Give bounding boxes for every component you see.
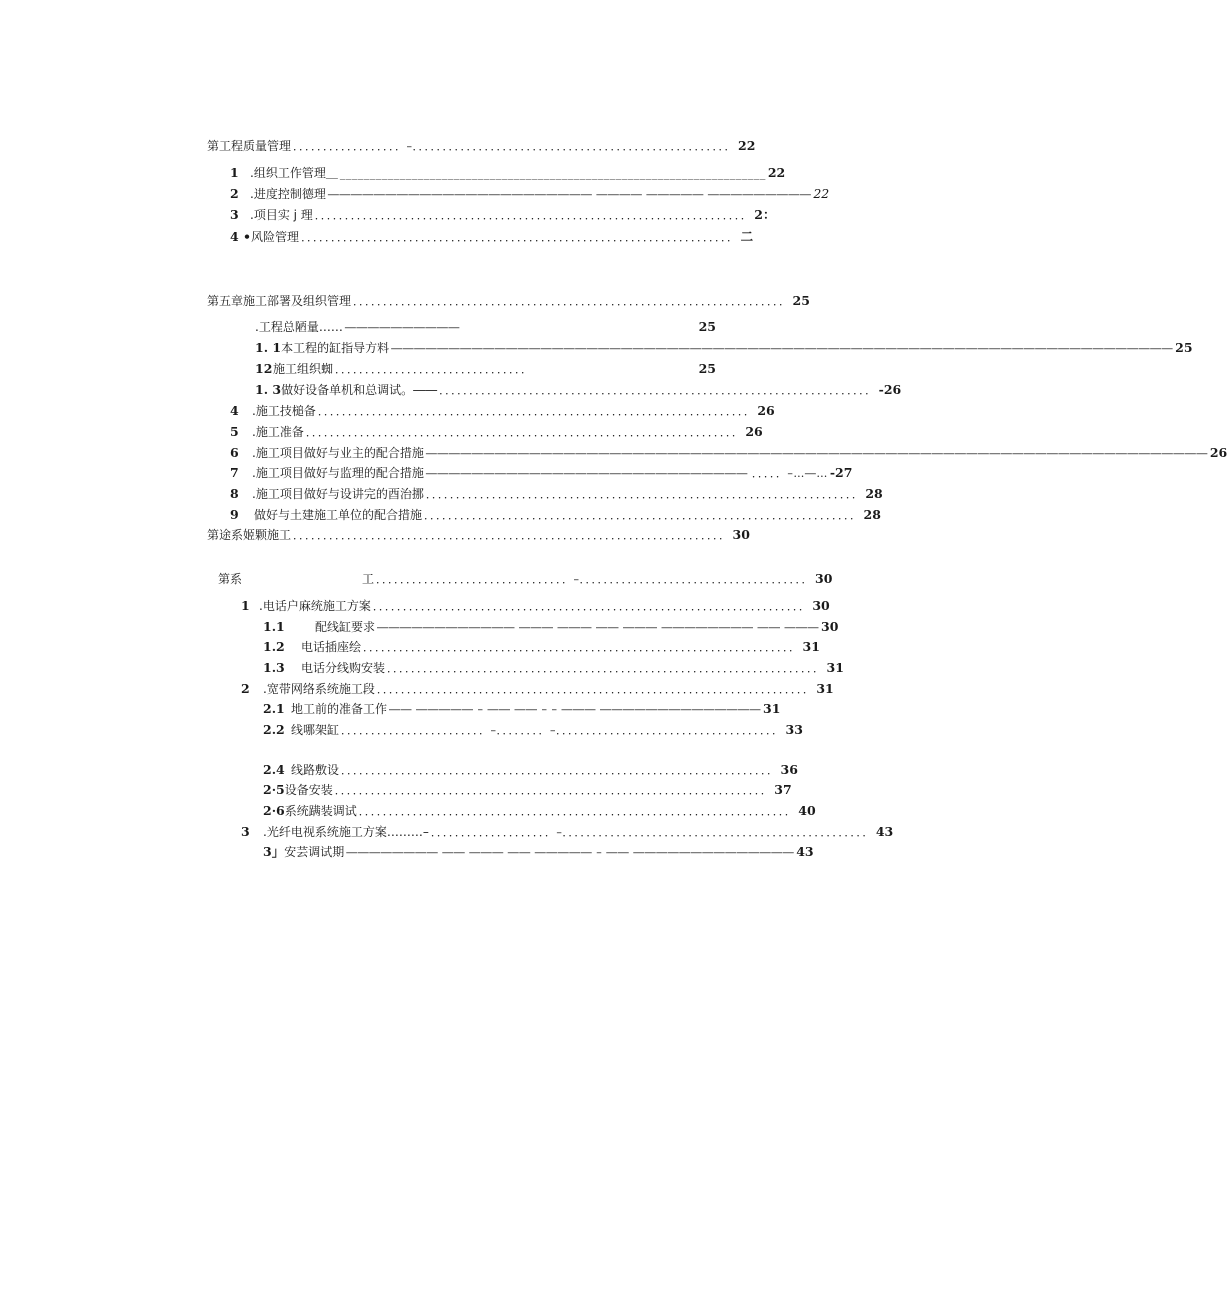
toc-entry-title: 第五章施工部署及组织管理 <box>207 294 352 308</box>
toc-entry-title: 配线缸要求 <box>315 620 376 634</box>
toc-entry-leader: ――――――――――――――――――――――― ―――― ――――― ――――――――― <box>327 188 812 201</box>
toc-entry-leader: ．．．．．．．．．．．．．．．．．．．．．．．．．．．．．．．．．．．．．．．．．．．．．．．．．．．．．．．．．．．．．．．．．．．．．．．． <box>314 209 753 222</box>
toc-entry-page: 30 <box>812 598 830 613</box>
toc-entry-title: 电话插座绘 <box>301 640 362 654</box>
toc-entry-page: 37 <box>774 782 792 797</box>
toc-entry[interactable] <box>263 781 792 799</box>
toc-entry-page: 31 <box>763 701 781 716</box>
toc-entry-number: 7 <box>230 465 239 480</box>
toc-entry-number: 2.4 <box>263 762 285 777</box>
toc-entry-leader: ．．．．．．．．．．．．．．．．．．．．．．．．．．．．．．．．–．．．．．．．．．．．．．．．．．．．．．．．．．．．．．．．．．．．．．． <box>376 573 814 586</box>
toc-entry-title: 本工程的缸指导方料 <box>281 341 390 355</box>
toc-entry-page: 26 <box>757 403 775 418</box>
toc-entry-page: 36 <box>780 762 798 777</box>
toc-entry-leader: ―――――――――――――――――――――――――――― ．．．．．–…―… <box>425 467 828 480</box>
toc-entry-page: 33 <box>785 722 803 737</box>
toc-entry-title: .光纤电视系统施工方案………– <box>263 825 429 839</box>
toc-entry-leader: ．．．．．．．．．．．．．．．．．．．．．．．．．．．．．．．．．．．．．．．．．．．．．．．．．．．．．．．．．．．．．．．．．．．．．．．． <box>363 641 801 654</box>
toc-entry-number: 4 <box>230 403 239 418</box>
toc-entry-page: 30 <box>815 571 833 586</box>
toc-entry-page: 25 <box>698 319 716 334</box>
toc-entry-page: 28 <box>863 507 881 522</box>
toc-entry-leader: ．．．．．．．．．．．．．．．．．．．．．．．．．．．．．．．．．．．．．．．．．．．．．．．．．．．．．．．．．．．．．．．．．．．．．．．． <box>424 509 862 522</box>
toc-entry-page: 30 <box>821 619 839 634</box>
toc-entry-title: .施工准备 <box>252 425 304 439</box>
toc-entry-leader: ．．．．．．．．．．．．．．．．．．．．．．．．．．．．．．．．．．．．．．．．．．．．．．．．．．．．．．．．．．．．．．．．．．．．．．．． <box>376 683 815 696</box>
toc-entry[interactable] <box>230 423 763 441</box>
toc-entry-title: .组织工作管理＿ <box>250 166 338 180</box>
toc-entry-number: 9 <box>230 507 239 522</box>
toc-entry-page: 30 <box>732 527 750 542</box>
toc-entry[interactable] <box>230 506 881 524</box>
toc-entry[interactable] <box>263 638 820 656</box>
toc-entry[interactable] <box>241 823 894 841</box>
toc-entry[interactable] <box>230 485 883 503</box>
toc-entry-leader: ．．．．．．．．．．．．．．．．．．．．．．．．．．．．．．．．．．．．．．．．．．．．．．．．．．．．．．．．．．．．．．．．．．．．．．．． <box>353 295 791 308</box>
toc-entry-number: 1.2 <box>263 639 285 654</box>
toc-entry-title: .项目实 j 理 <box>250 208 313 222</box>
toc-entry-number: 1.1 <box>263 619 285 634</box>
toc-entry-title: 施工组织蜘 <box>273 362 334 376</box>
toc-entry[interactable] <box>230 228 754 246</box>
toc-entry[interactable] <box>207 526 750 544</box>
toc-entry-title: 安芸调试期 <box>284 845 345 859</box>
toc-entry-leader: ．．．．．．．．．．．．．．．．．．–．．．．．．．．．．．．．．．．．．．．．．．．．．．．．．．．．．．．．．．．．．．．．．．．．．．．． <box>293 140 737 153</box>
toc-entry-page: 22 <box>767 165 786 180</box>
toc-entry-page: 25 <box>1175 340 1193 355</box>
toc-entry-page: 43 <box>796 844 814 859</box>
toc-entry[interactable] <box>230 185 830 203</box>
toc-entry-leader: ．．．．．．．．．．．．．．．．．．．．．．．．．．．．．．．．．．．．．．．．．．．．．．．．．．．．．．．．．．．．．．．．．．．．．．．． <box>293 529 731 542</box>
toc-entry-number: 5 <box>230 424 239 439</box>
toc-entry-leader: ．．．．．．．．．．．．．．．．．．．．．．．．．．．．．．．．．．．．．．．．．．．．．．．．．．．．．．．．．．．．．．．．．．．．．．．． <box>317 405 756 418</box>
toc-entry-number: 12 <box>255 361 273 376</box>
toc-entry-number: 2.2 <box>263 722 285 737</box>
toc-entry-number: 1 <box>230 165 239 180</box>
toc-entry-number: 1 <box>241 598 250 613</box>
toc-entry-leader: ．．．．．．．．．．．．．．．．．．．．–．．．．．．．．．．．．．．．．．．．．．．．．．．．．．．．．．．．．．．．．．．．．．．．．．．． <box>430 826 874 839</box>
toc-entry-page: 26 <box>1209 445 1227 460</box>
toc-entry-leader: ―――――――――――― ――― ――― ―― ――― ―――――――― ―― ――― <box>377 621 819 634</box>
toc-entry-leader: ．．．．．．．．．．．．．．．．．．．．．．．．．．．．．．．．．．．．．．．．．．．．．．．．．．．．．．．．．．．．．．．．．．．．．．．． <box>334 784 773 797</box>
toc-entry-leader: ．．．．．．．．．．．．．．．．．．．．．．．．．．．．．．．．．．．．．．．．．．．．．．．．．．．．．．．．．．．．．．．．．．．．．．．． <box>305 426 744 439</box>
toc-entry[interactable] <box>263 761 798 779</box>
toc-entry-page: -27 <box>829 465 853 480</box>
toc-entry-leader: ．．．．．．．．．．．．．．．．．．．．．．．．．．．．．．．．．．．．．．．．．．．．．．．．．．．．．．．．．．．．．．．．．．．．．．．． <box>387 662 825 675</box>
toc-entry-title: .施工技槌备 <box>252 404 316 418</box>
toc-entry-leader: ―――――――――――――――――――――――――――――――――――――――――――――――――――――――――――――――――――― <box>391 342 1174 355</box>
toc-entry-page: 31 <box>826 660 844 675</box>
toc-entry[interactable] <box>230 402 775 420</box>
toc-entry-leader: ．．．．．．．．．．．．．．．．．．．．．．．．．．．．．．．． <box>335 363 533 376</box>
toc-entry-page: 26 <box>745 424 763 439</box>
toc-entry-leader: ―――――――― ―― ――― ―― ――――― – ―― ―――――――――――――― <box>346 846 795 859</box>
toc-entry-page: 28 <box>865 486 883 501</box>
toc-entry[interactable] <box>230 464 853 482</box>
toc-entry-title: 线哪架缸 <box>291 723 340 737</box>
toc-entry[interactable] <box>207 137 756 155</box>
toc-entry-leader: _______________________________________________________________________ <box>339 167 766 180</box>
toc-entry-title: .施工项目做好与设讲完的酉治挪 <box>252 487 424 501</box>
toc-entry-title: .施工项目做好与监理的配合措施 <box>252 466 424 480</box>
toc-entry-title: .宽带网络系统施工段 <box>263 682 375 696</box>
toc-entry-title: 系统蹒装调试 <box>284 804 357 818</box>
toc-entry[interactable] <box>255 381 902 399</box>
toc-entry-title: 线路敷设 <box>291 763 340 777</box>
toc-entry-leader: ．．．．．．．．．．．．．．．．．．．．．．．．．．．．．．．．．．．．．．．．．．．．．．．．．．．．．．．．．．．．．．．．．．．．．．．． <box>372 600 811 613</box>
toc-entry-title: .施工项目做好与业主的配合措施 <box>252 446 424 460</box>
toc-entry-page: 25 <box>698 361 716 376</box>
toc-entry-number: 3 <box>241 824 250 839</box>
toc-entry-page: 43 <box>875 824 894 839</box>
toc-entry[interactable] <box>241 680 834 698</box>
toc-entry-title: 地工前的准备工作 <box>291 702 388 716</box>
toc-entry[interactable] <box>263 618 839 636</box>
toc-entry-number: 3 <box>230 207 239 222</box>
toc-entry-leader: ．．．．．．．．．．．．．．．．．．．．．．．．–．．．．．．．．–．．．．．．．．．．．．．．．．．．．．．．．．．．．．．．．．．．．．． <box>341 724 784 737</box>
toc-entry[interactable] <box>255 318 716 336</box>
toc-entry-number: 1. 1 <box>255 340 282 355</box>
toc-entry-number: 2·5 <box>263 782 285 797</box>
toc-entry-page: 31 <box>802 639 820 654</box>
toc-entry-page: 22 <box>813 186 830 201</box>
toc-entry-title: 做好与土建施工单位的配合措施 <box>254 508 423 522</box>
toc-entry-title: 第系 工 <box>218 572 375 586</box>
toc-entry-title: 电话分线购安装 <box>301 661 386 675</box>
toc-entry-number: 1. 3 <box>255 382 282 397</box>
toc-entry-title: 风险管理 <box>251 230 300 244</box>
toc-entry-leader: ．．．．．．．．．．．．．．．．．．．．．．．．．．．．．．．．．．．．．．．．．．．．．．．．．．．．．．．．．．．．．．．．．．．．．．．． <box>439 384 877 397</box>
toc-entry-leader: ．．．．．．．．．．．．．．．．．．．．．．．．．．．．．．．．．．．．．．．．．．．．．．．．．．．．．．．．．．．．．．．．．．．．．．．． <box>358 805 797 818</box>
toc-entry-title: .电话户麻统施工方案 <box>259 599 371 613</box>
toc-entry-page: 2： <box>754 207 776 222</box>
toc-entry-page: 31 <box>816 681 834 696</box>
toc-entry-title: 第途系姬颗施工 <box>207 528 292 542</box>
toc-entry[interactable] <box>263 721 803 739</box>
toc-entry-leader: ．．．．．．．．．．．．．．．．．．．．．．．．．．．．．．．．．．．．．．．．．．．．．．．．．．．．．．．．．．．．．．．．．．．．．．．． <box>301 231 739 244</box>
toc-entry-number: 2 <box>230 186 239 201</box>
toc-entry-title: 做好设备单机和总调试。―― <box>281 383 438 397</box>
toc-entry-number: 1.3 <box>263 660 285 675</box>
toc-entry-number: 2 <box>241 681 250 696</box>
toc-entry-number: 3」 <box>263 844 285 859</box>
toc-entry[interactable] <box>255 360 716 378</box>
toc-entry-number: 4 • <box>230 229 252 244</box>
toc-entry-leader: ―― ――――― – ―― ―― – – ――― ―――――――――――――― <box>389 703 761 716</box>
toc-entry-leader: ―――――――――― <box>344 321 460 334</box>
toc-entry-number: 2·6 <box>263 803 285 818</box>
toc-entry[interactable] <box>230 206 776 224</box>
toc-entry[interactable] <box>255 339 1193 357</box>
toc-entry-title: .工程总陋量…… <box>255 320 343 334</box>
toc-entry[interactable] <box>263 802 816 820</box>
toc-entry-page: 22 <box>738 138 756 153</box>
toc-entry[interactable] <box>230 444 1227 462</box>
toc-entry[interactable] <box>263 843 814 861</box>
toc-entry[interactable] <box>218 570 833 588</box>
toc-entry-title: 第工程质量管理 <box>207 139 292 153</box>
toc-entry-number: 8 <box>230 486 239 501</box>
toc-entry[interactable] <box>207 292 810 310</box>
toc-entry-title: 设备安装 <box>284 783 333 797</box>
toc-entry-page: 40 <box>798 803 816 818</box>
toc-entry-number: 2.1 <box>263 701 285 716</box>
toc-entry[interactable] <box>263 700 781 718</box>
toc-entry[interactable] <box>263 659 844 677</box>
toc-entry[interactable] <box>241 597 830 615</box>
toc-entry-page: 二 <box>740 229 754 244</box>
toc-entry-leader: ．．．．．．．．．．．．．．．．．．．．．．．．．．．．．．．．．．．．．．．．．．．．．．．．．．．．．．．．．．．．．．．．．．．．．．．． <box>341 764 779 777</box>
toc-entry-page: 25 <box>792 293 810 308</box>
toc-entry-leader: ―――――――――――――――――――――――――――――――――――――――――――――――――――――――――――――――――――― <box>425 447 1208 460</box>
toc-entry-number: 6 <box>230 445 239 460</box>
toc-entry-title: .进度控制德理 <box>250 187 326 201</box>
toc-entry-page: -26 <box>878 382 902 397</box>
toc-entry[interactable] <box>230 164 786 182</box>
toc-entry-leader: ．．．．．．．．．．．．．．．．．．．．．．．．．．．．．．．．．．．．．．．．．．．．．．．．．．．．．．．．．．．．．．．．．．．．．．．． <box>425 488 864 501</box>
